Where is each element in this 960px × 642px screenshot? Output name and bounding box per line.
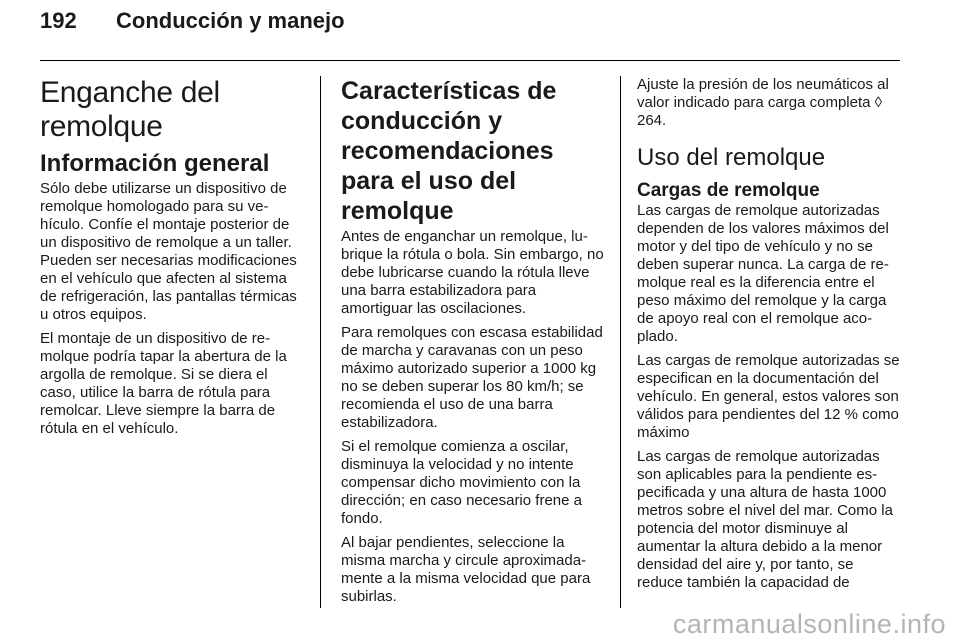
- paragraph: Para remolques con escasa estabilidad de marcha y caravanas con un peso máximo autorizado superior a 1000 kg no se deben superar los 80 km/h; se recomienda el uso de una barra estabilizadora.: [341, 324, 603, 431]
- column-divider: [620, 76, 621, 608]
- paragraph: Al bajar pendientes, seleccione la misma marcha y circule aproximadamente a la misma velocidad que para subirlas.: [341, 534, 591, 605]
- column-2: [341, 76, 605, 612]
- paragraph: Las cargas de remolque autorizadas son aplicables para la pendiente especificada y una altura de hasta 1000 metros sobre el nivel del mar. Como la potencia del motor disminuye al aumentar la altura debido a la menor densidad del aire y, por tanto, se reduce también la capacidad de: [637, 448, 893, 591]
- subsection-title: Cargas de remolque: [637, 180, 820, 201]
- page-number: 192: [40, 8, 77, 33]
- column-divider: [320, 76, 321, 608]
- chapter-title: Conducción y manejo: [116, 8, 345, 33]
- paragraph: Las cargas de remolque autorizadas dependen de los valores máximos del motor y del tipo de vehículo y no se deben superar nunca. La carga de remolque real es la diferencia entre el peso máximo del remolque y la carga de apoyo real con el remolque acoplado.: [637, 202, 889, 345]
- page-header: [40, 8, 345, 34]
- paragraph: Sólo debe utilizarse un dispositivo de remolque homologado para su vehículo. Confíe el montaje posterior de un dispositivo de remolque a un taller. Pueden ser necesarias modificaciones en el vehículo que afecten al sistema de refrigeración, las pantallas térmicas u otros equipos.: [40, 180, 297, 323]
- column-1: [40, 76, 302, 444]
- section-title: Características de conducción y recomendaciones para el uso del remolque: [341, 77, 557, 225]
- paragraph: Las cargas de remolque autorizadas se especifican en la documentación del vehículo. En general, estos valores son válidos para pendientes del 12 % como máximo: [637, 352, 900, 441]
- paragraph: Antes de enganchar un remolque, lubrique la rótula o bola. Sin embargo, no debe lubricarse cuando la rótula lleve una barra estabilizadora para amortiguar las oscilaciones.: [341, 228, 604, 317]
- subsection-title: Información general: [40, 150, 270, 177]
- watermark: carmanualsonline.info: [672, 609, 946, 639]
- header-divider: [40, 60, 900, 61]
- paragraph: Si el remolque comienza a oscilar, disminuya la velocidad y no intente compensar dicho movimiento con la dirección; en caso necesario frene a fondo.: [341, 438, 582, 527]
- column-3: [637, 76, 901, 598]
- section-title: Uso del remolque: [637, 144, 826, 171]
- intro-paragraph: Ajuste la presión de los neumáticos al valor indicado para carga completa ◊ 264.: [637, 76, 889, 129]
- section-title: Enganche del remolque: [40, 76, 220, 143]
- paragraph: El montaje de un dispositivo de remolque podría tapar la abertura de la argolla de remolque. Si se diera el caso, utilice la barra de rótula para remolcar. Lleve siempre la barra de rótula en el vehículo.: [40, 330, 287, 437]
